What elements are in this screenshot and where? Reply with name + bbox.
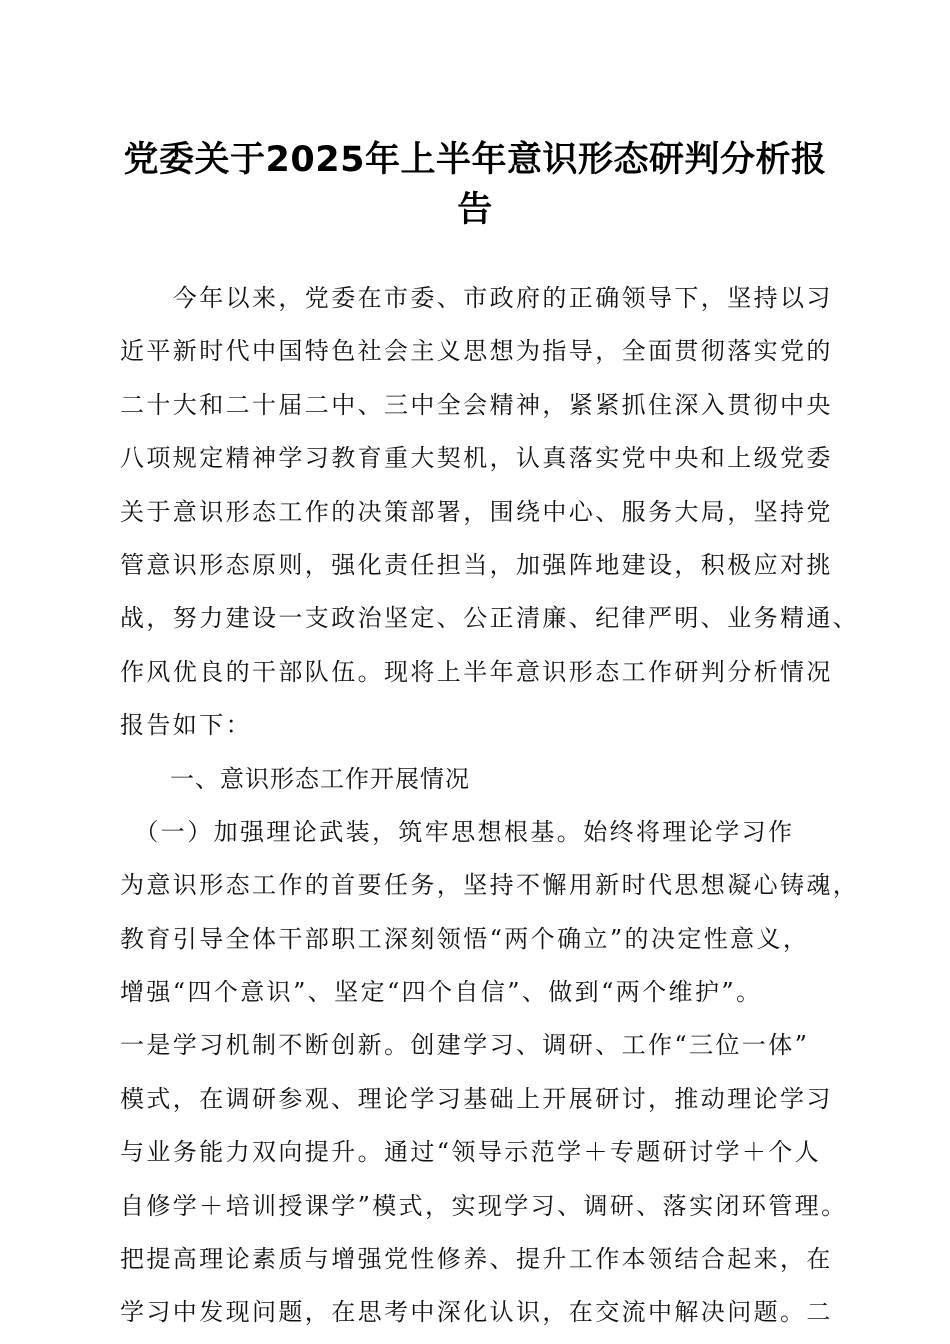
body-line-5: 关于意识形态工作的决策部署，围绕中心、服务大局，坚持党 <box>120 497 833 526</box>
body-line-16: 模式，在调研参观、理论学习基础上开展研讨，推动理论学习 <box>120 1084 833 1113</box>
body-line-19: 把提高理论素质与增强党性修养、提升工作本领结合起来，在 <box>120 1245 833 1274</box>
body-line-18: 自修学＋培训授课学”模式，实现学习、调研、落实闭环管理。 <box>120 1191 848 1220</box>
body-line-13: 教育引导全体干部职工深刻领悟“两个确立”的决定性意义， <box>120 924 810 953</box>
body-line-3: 二十大和二十届二中、三中全会精神，紧紧抓住深入贯彻中央 <box>120 390 833 419</box>
body-line-2: 近平新时代中国特色社会主义思想为指导，全面贯彻落实党的 <box>120 337 833 366</box>
document-title <box>120 135 830 235</box>
body-line-9: 报告如下： <box>120 711 252 740</box>
document-body <box>120 272 860 1340</box>
body-line-20: 学习中发现问题，在思考中深化认识，在交流中解决问题。二 <box>120 1298 833 1327</box>
title-line-1: 党委关于2025年上半年意识形态研判分析报 <box>123 140 827 180</box>
body-line-17: 与业务能力双向提升。通过“领导示范学＋专题研讨学＋个人 <box>120 1138 822 1167</box>
body-line-7: 战，努力建设一支政治坚定、公正清廉、纪律严明、业务精通、 <box>120 604 860 633</box>
section-heading-1: 一、意识形态工作开展情况 <box>120 764 470 793</box>
title-line-2: 告 <box>457 190 493 230</box>
body-line-14: 增强“四个意识”、坚定“四个自信”、做到“两个维护”。 <box>120 978 763 1007</box>
body-line-1: 今年以来，党委在市委、市政府的正确领导下，坚持以习 <box>120 284 833 312</box>
body-line-8: 作风优良的干部队伍。现将上半年意识形态工作研判分析情况 <box>120 657 833 686</box>
body-line-15: 一是学习机制不断创新。创建学习、调研、工作“三位一体” <box>120 1031 810 1060</box>
body-line-11: （一）加强理论武装，筑牢思想根基。始终将理论学习作 <box>120 817 795 846</box>
body-line-12: 为意识形态工作的首要任务，坚持不懈用新时代思想凝心铸魂， <box>120 871 860 900</box>
body-line-4: 八项规定精神学习教育重大契机，认真落实党中央和上级党委 <box>120 444 833 473</box>
body-line-6: 管意识形态原则，强化责任担当，加强阵地建设，积极应对挑 <box>120 550 833 579</box>
